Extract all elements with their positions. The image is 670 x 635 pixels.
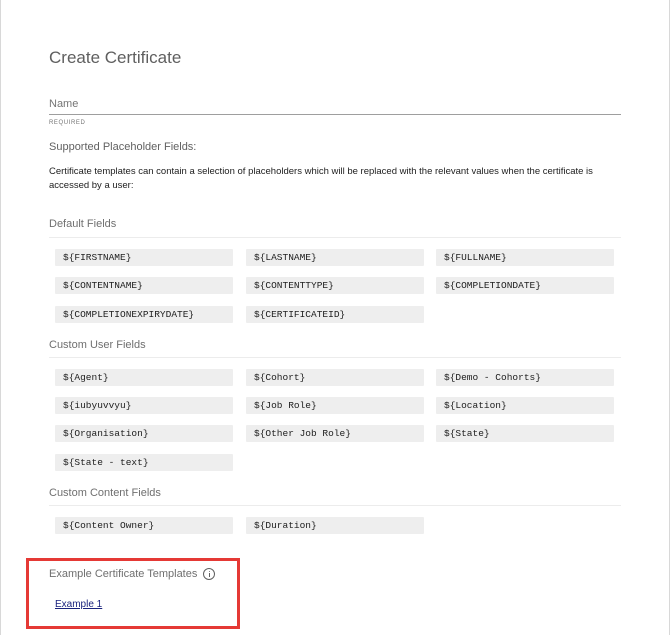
placeholder-chip: ${CONTENTNAME} <box>55 277 233 294</box>
placeholder-chip: ${CONTENTTYPE} <box>246 277 424 294</box>
page-title: Create Certificate <box>49 48 182 67</box>
placeholder-chip: ${State} <box>436 425 614 442</box>
placeholder-chip: ${Agent} <box>55 369 233 386</box>
placeholder-chip: ${Demo - Cohorts} <box>436 369 614 386</box>
custom-user-fields-heading: Custom User Fields <box>49 339 146 351</box>
custom-content-fields-divider <box>49 505 621 506</box>
placeholder-chip: ${COMPLETIONEXPIRYDATE} <box>55 306 233 323</box>
left-border <box>0 0 1 635</box>
placeholder-chip: ${Organisation} <box>55 425 233 442</box>
custom-user-fields-divider <box>49 357 621 358</box>
placeholder-chip: ${COMPLETIONDATE} <box>436 277 614 294</box>
placeholder-chip: ${Duration} <box>246 517 424 534</box>
default-fields-divider <box>49 237 621 238</box>
placeholder-chip: ${iubyuvvyu} <box>55 397 233 414</box>
example-templates-label: Example Certificate Templates <box>49 568 198 580</box>
name-field <box>49 96 621 126</box>
placeholder-chip: ${Other Job Role} <box>246 425 424 442</box>
default-fields-heading: Default Fields <box>49 218 117 230</box>
example-1-link[interactable]: Example 1 <box>55 599 103 610</box>
name-input[interactable] <box>49 96 621 115</box>
placeholder-chip: ${Location} <box>436 397 614 414</box>
placeholder-chip: ${Job Role} <box>246 397 424 414</box>
placeholder-chip: ${FULLNAME} <box>436 249 614 266</box>
placeholders-description: Certificate templates can contain a selection of placeholders which will be replaced with the relevant values when the certificate is accessed by a user: <box>49 166 593 191</box>
required-hint: REQUIRED <box>49 120 86 126</box>
placeholder-chip: ${Content Owner} <box>55 517 233 534</box>
placeholder-chip: ${CERTIFICATEID} <box>246 306 424 323</box>
supported-placeholders-heading: Supported Placeholder Fields: <box>49 141 197 153</box>
placeholder-chip: ${FIRSTNAME} <box>55 249 233 266</box>
placeholder-chip: ${Cohort} <box>246 369 424 386</box>
highlight-annotation <box>26 558 240 629</box>
placeholder-chip: ${LASTNAME} <box>246 249 424 266</box>
placeholder-chip: ${State - text} <box>55 454 233 471</box>
custom-content-fields-heading: Custom Content Fields <box>49 487 161 499</box>
